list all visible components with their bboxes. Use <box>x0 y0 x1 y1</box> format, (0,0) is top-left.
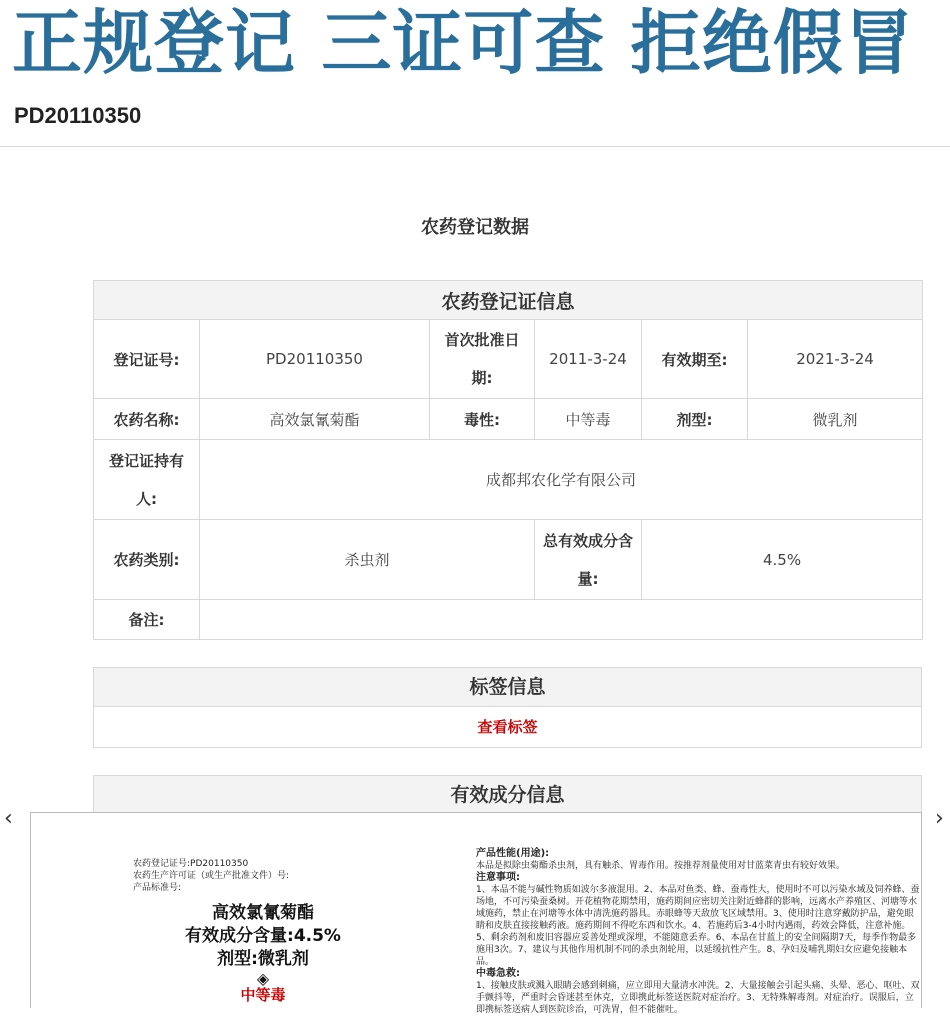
formulation-label: 剂型: <box>642 399 748 440</box>
formulation-value: 微乳剂 <box>748 399 923 440</box>
label-image-viewer <box>0 806 950 1015</box>
valid-until-label: 有效期至: <box>642 320 748 399</box>
label-formulation-line: 剂型:微乳剂 <box>217 949 309 969</box>
perf-heading: 产品性能(用途): <box>476 848 550 859</box>
content-value: 4.5% <box>642 520 923 600</box>
registration-code-title: PD20110350 <box>14 103 142 128</box>
label-product-name: 高效氯氰菊酯 <box>212 903 314 923</box>
holder-value: 成都邦农化学有限公司 <box>200 440 923 520</box>
label-license-line: 农药生产许可证（或生产批准文件）号: <box>133 871 290 881</box>
label-danger-text: 中等毒 <box>240 986 286 1004</box>
notes-text: 1、本品不能与碱性物质如波尔多液混用。2、本品对鱼类、蜂、蚕毒性大，使用时不可以污染水域及饲养蜂、蚕场地，不可污染蚕桑树。开花植物花期禁用，施药期间应密切关注附近蜂群的影响，远离水产养殖区、河塘等水域施药，禁止在河塘等水体中清洗施药器具。赤眼蜂等天敌放飞区域禁用。3、使用时注意穿戴防护品，避免眼睛和皮肤直接接触药液。施药期间不得吃东西和饮水。4、若施药后3-4小时内遇雨，药效会降低，注意补施。5、剩余药剂和废旧容器应妥善处理或深埋，不能随意丢弃。6、本品在甘蓝上的安全间隔期7天，每季作物最多施用3次。7、建议与其他作用机制不同的杀虫剂轮用，以延缓抗性产生。8、孕妇及哺乳期妇女应避免接触本品。 <box>476 885 920 967</box>
ingredient-info-header: 有效成分信息 <box>94 776 921 814</box>
first-approval-label <box>430 320 535 399</box>
toxicity-diamond-icon: ◈ <box>256 969 270 988</box>
reg-no-label: 登记证号: <box>94 320 200 399</box>
holder-label-line2: 人: <box>136 489 157 508</box>
first-approval-value: 2011-3-24 <box>535 320 642 399</box>
toxicity-label: 毒性: <box>430 399 535 440</box>
name-value: 高效氯氰菊酯 <box>200 399 430 440</box>
certificate-table <box>93 280 923 640</box>
view-label-link[interactable]: 查看标签 <box>477 718 538 736</box>
first-approval-label-line2: 期: <box>471 369 493 387</box>
label-reg-line: 农药登记证号:PD20110350 <box>133 859 249 869</box>
remark-value <box>200 600 923 640</box>
certificate-header: 农药登记证信息 <box>94 281 923 320</box>
holder-label <box>94 440 200 520</box>
divider <box>0 146 950 147</box>
first-approval-label-line1: 首次批准日 <box>444 331 520 349</box>
content-label-line1: 总有效成分含 <box>542 531 633 550</box>
content-label-line2: 量: <box>577 569 599 588</box>
notes-heading: 注意事项: <box>476 872 520 883</box>
label-info-header: 标签信息 <box>94 668 921 707</box>
label-info-box <box>93 667 922 748</box>
category-value: 杀虫剂 <box>200 520 535 600</box>
remark-label: 备注: <box>94 600 200 640</box>
label-info-body <box>94 707 921 747</box>
banner-slogan: 正规登记 三证可查 拒绝假冒 <box>12 2 915 84</box>
banner <box>0 0 950 90</box>
section-title: 农药登记数据 <box>421 217 529 238</box>
holder-label-line1: 登记证持有 <box>108 451 184 470</box>
label-left-column <box>133 858 433 1003</box>
label-right-column <box>476 848 921 1016</box>
reg-no-value: PD20110350 <box>200 320 430 399</box>
poison-heading: 中毒急救: <box>476 968 520 979</box>
valid-until-value: 2021-3-24 <box>748 320 923 399</box>
poison-text: 1、接触皮肤或溅入眼睛会感到刺痛，应立即用大量清水冲洗。2、大量接触会引起头痛、头晕、恶心、呕吐、双手颤抖等，严重时会昏迷甚至休克，立即携此标签送医院对症治疗。3、无特殊解毒剂。对症治疗。误服后，立即携标签送病人到医院诊治，可洗胃，但不能催吐。 <box>476 981 920 1015</box>
product-label-image <box>30 812 922 1015</box>
label-content-line: 有效成分含量:4.5% <box>185 926 341 946</box>
toxicity-value: 中等毒 <box>535 399 642 440</box>
content-label <box>535 520 642 600</box>
category-label: 农药类别: <box>94 520 200 600</box>
name-label: 农药名称: <box>94 399 200 440</box>
perf-text: 本品是拟除虫菊酯杀虫剂，具有触杀、胃毒作用。按推荐剂量使用对甘蓝菜青虫有较好效果。 <box>476 861 846 871</box>
chevron-left-icon[interactable]: ‹ <box>4 806 13 831</box>
chevron-right-icon[interactable]: › <box>935 806 944 831</box>
label-standard-line: 产品标准号: <box>133 883 182 893</box>
